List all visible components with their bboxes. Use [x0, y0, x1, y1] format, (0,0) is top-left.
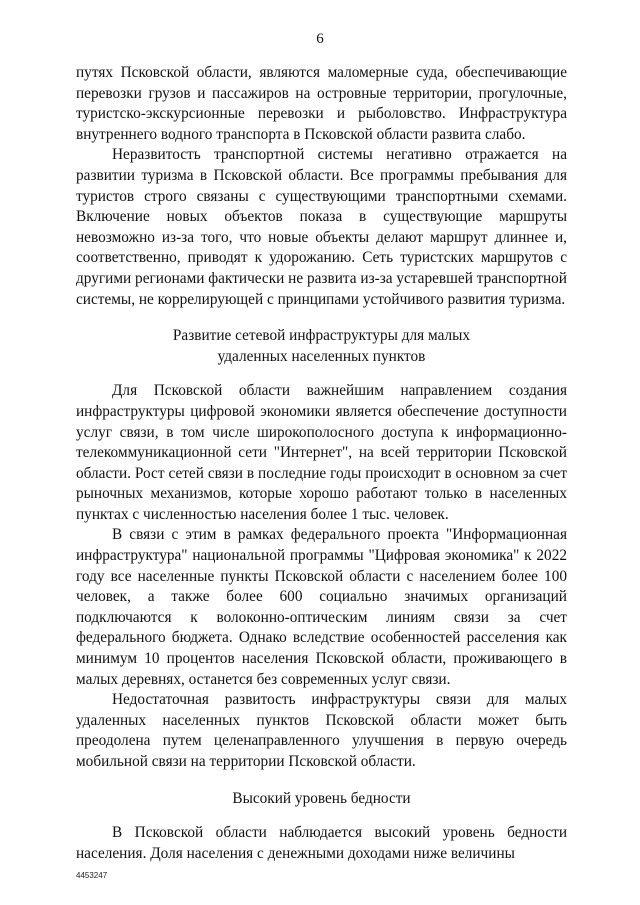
heading-line-2: удаленных населенных пунктов	[217, 347, 426, 365]
document-id: 4453247	[76, 871, 108, 880]
heading-line-1: Развитие сетевой инфраструктуры для малых	[172, 327, 471, 345]
section-heading-poverty: Высокий уровень бедности	[232, 789, 411, 807]
document-body	[76, 63, 567, 864]
paragraph-digital-economy: Для Псковской области важнейшим направлением создания инфраструктуры цифровой экономики является обеспечение доступности услуг связи, в том числе широкополосного доступа к информационно-телекоммуникационной сети "Интернет", на всей территории Псковской области. Рост сетей связи в последние годы происходит в основном за счет рыночных механизмов, которые хорошо работают только в населенных пунктах с численностью населения более 1 тыс. человек.	[76, 382, 567, 523]
page-number: 6	[316, 31, 324, 47]
section-heading-network-infrastructure	[76, 326, 567, 367]
paragraph-mobile-connectivity: Недостаточная развитость инфраструктуры связи для малых удаленных населенных пунктов Псковской области может быть преодолена путем целенаправленного улучшения в первую очередь мобильной связи на территории Псковской области.	[76, 691, 567, 770]
paragraph-tourism-transport: Неразвитость транспортной системы негативно отражается на развитии туризма в Псковской области. Все программы пребывания для туристов строго связаны с существующими транспортными схемами. Включение новых объектов показа в существующие маршруты невозможно из-за того, что новые объекты делают маршрут длиннее и, соответственно, приводят к удорожанию. Сеть туристских маршрутов с другими регионами фактически не развита из-за устаревшей транспортной системы, не коррелирующей с принципами устойчивого развития туризма.	[76, 146, 567, 308]
paragraph-federal-project: В связи с этим в рамках федерального проекта "Информационная инфраструктура" национальной программы "Цифровая экономика" к 2022 году все населенные пункты Псковской области с населением более 100 человек, а также более 600 социально значимых организаций подключаются к волоконно-оптическим линиям связи за счет федерального бюджета. Однако вследствие особенностей расселения как минимум 10 процентов населения Псковской области, проживающего в малых деревнях, останется без современных услуг связи.	[76, 526, 567, 688]
paragraph-water-transport: путях Псковской области, являются маломерные суда, обеспечивающие перевозки грузов и пассажиров на островные территории, прогулочные, туристско-экскурсионные перевозки и рыболовство. Инфраструктура внутреннего водного транспорта в Псковской области развита слабо.	[76, 64, 567, 143]
paragraph-poverty-level: В Псковской области наблюдается высокий уровень бедности населения. Доля населения с денежными доходами ниже величины	[76, 824, 567, 862]
